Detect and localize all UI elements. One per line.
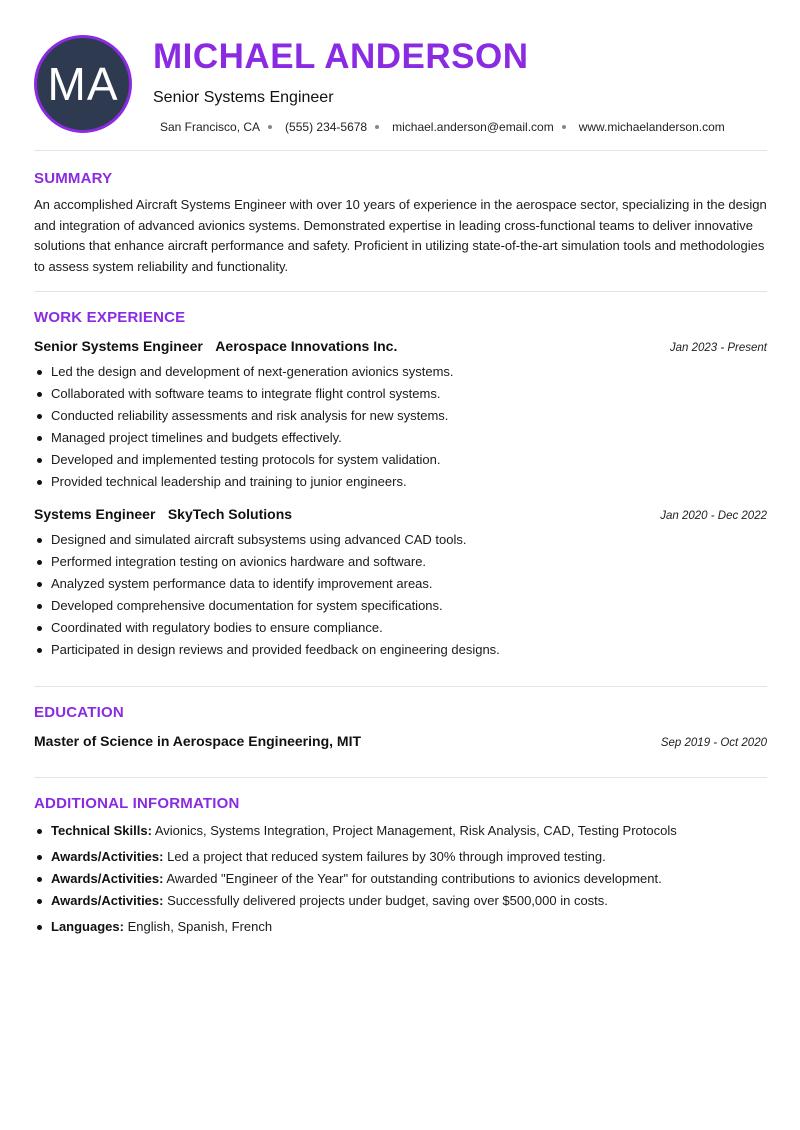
additional-label: Awards/Activities: [51, 849, 164, 864]
job-bullet: Developed comprehensive documentation for system specifications. [34, 595, 767, 617]
summary-text: An accomplished Aircraft Systems Engineer with over 10 years of experience in the aerospace sector, specializing in the design and integration of advanced avionics systems. Demonstrated expertise in leading cross-functional teams to deliver innovative solutions that enhance aircraft performance and safety. Proficient in utilizing state-of-the-art simulation tools and methodologies to assess system reliability and functionality. [34, 197, 767, 274]
job-title: Systems Engineer [34, 506, 156, 522]
contact-phone: (555) 234-5678 [285, 120, 368, 134]
additional-text: Successfully delivered projects under budget, saving over $500,000 in costs. [167, 893, 608, 908]
additional-heading: ADDITIONAL INFORMATION [34, 795, 240, 812]
contact-website[interactable]: www.michaelanderson.com [578, 120, 725, 134]
contact-location: San Francisco, CA [160, 120, 261, 134]
job-bullet: Managed project timelines and budgets effectively. [34, 427, 767, 449]
education-heading: EDUCATION [34, 704, 124, 721]
separator-dot [375, 125, 379, 129]
job-company: Aerospace Innovations Inc. [215, 338, 398, 354]
job-dates: Jan 2023 - Present [669, 342, 767, 354]
job-title: Senior Systems Engineer [34, 338, 203, 354]
job-header [34, 338, 767, 356]
education-degree: Master of Science in Aerospace Engineering, MIT [34, 733, 362, 749]
job-bullet-list [34, 361, 767, 493]
job-bullet: Participated in design reviews and provided feedback on engineering designs. [34, 639, 767, 661]
additional-item [34, 890, 767, 912]
candidate-role: Senior Systems Engineer [153, 89, 334, 106]
summary-heading: SUMMARY [34, 170, 113, 187]
avatar [34, 35, 132, 133]
additional-item [34, 820, 767, 842]
job-bullet: Conducted reliability assessments and risk analysis for new systems. [34, 405, 767, 427]
job-dates: Jan 2020 - Dec 2022 [660, 510, 767, 522]
additional-label: Awards/Activities: [51, 893, 164, 908]
contact-email[interactable]: michael.anderson@email.com [392, 120, 554, 134]
additional-label: Awards/Activities: [51, 871, 164, 886]
job-bullet: Coordinated with regulatory bodies to ensure compliance. [34, 617, 767, 639]
job-bullet: Provided technical leadership and training to junior engineers. [34, 471, 767, 493]
additional-text: Avionics, Systems Integration, Project Management, Risk Analysis, CAD, Testing Protocols [154, 823, 677, 838]
job-bullet: Led the design and development of next-generation avionics systems. [34, 361, 767, 383]
divider [34, 291, 767, 292]
candidate-name: MICHAEL ANDERSON [153, 37, 529, 76]
additional-text: Led a project that reduced system failures by 30% through improved testing. [167, 849, 606, 864]
job-bullet: Designed and simulated aircraft subsystems using advanced CAD tools. [34, 529, 767, 551]
additional-item [34, 868, 767, 890]
job-bullet: Developed and implemented testing protocols for system validation. [34, 449, 767, 471]
contact-line [160, 120, 725, 134]
divider [34, 686, 767, 687]
education-dates: Sep 2019 - Oct 2020 [660, 737, 767, 749]
experience-heading: WORK EXPERIENCE [34, 309, 186, 326]
job-bullet: Performed integration testing on avionics hardware and software. [34, 551, 767, 573]
additional-label: Languages: [51, 919, 124, 934]
additional-text: English, Spanish, French [127, 919, 273, 934]
separator-dot [562, 125, 566, 129]
separator-dot [268, 125, 272, 129]
avatar-initials: MA [47, 58, 119, 110]
additional-text: Awarded "Engineer of the Year" for outstanding contributions to avionics development. [166, 871, 662, 886]
job-bullet: Analyzed system performance data to identify improvement areas. [34, 573, 767, 595]
job-company: SkyTech Solutions [167, 506, 293, 522]
education-entry [34, 733, 767, 749]
job-bullet-list [34, 529, 767, 661]
additional-list [34, 820, 767, 938]
divider [34, 777, 767, 778]
job-header [34, 506, 767, 524]
additional-label: Technical Skills: [51, 823, 152, 838]
divider [34, 150, 767, 151]
additional-item [34, 916, 767, 938]
additional-item [34, 846, 767, 868]
job-bullet: Collaborated with software teams to integrate flight control systems. [34, 383, 767, 405]
